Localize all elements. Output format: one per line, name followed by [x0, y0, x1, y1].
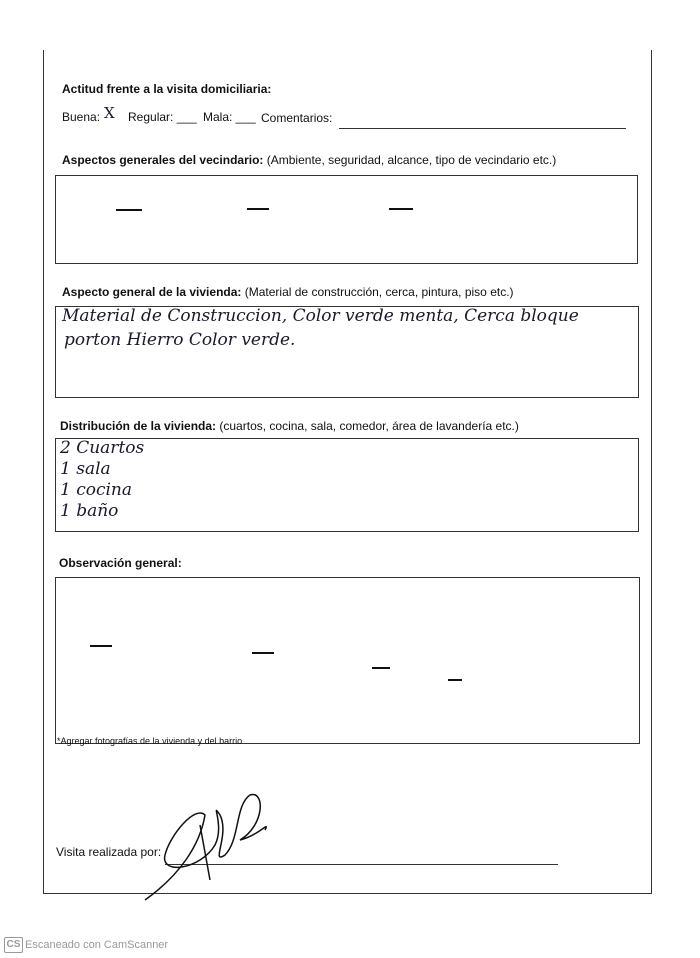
handwritten-line: 1 cocina: [60, 480, 133, 500]
handwritten-line: 1 baño: [60, 501, 119, 521]
attitude-mala-label: Mala: ___: [203, 110, 256, 124]
observation-heading: Observación general:: [59, 556, 182, 570]
distribution-hint: (cuartos, cocina, sala, comedor, área de lavandería etc.): [219, 419, 519, 433]
housing-hint: (Material de construcción, cerca, pintura, piso etc.): [244, 285, 514, 299]
dash-mark: [247, 208, 269, 210]
handwritten-line: 2 Cuartos: [60, 438, 145, 458]
observation-box[interactable]: [55, 577, 640, 744]
handwritten-line: Material de Construccion, Color verde menta, Cerca bloque: [62, 306, 579, 326]
dash-mark: [116, 209, 142, 211]
dash-mark: [448, 679, 462, 681]
neighborhood-hint: (Ambiente, seguridad, alcance, tipo de vecindario etc.): [266, 153, 557, 167]
handwritten-line: 1 sala: [60, 459, 111, 479]
signature-mark: [140, 785, 280, 905]
scanner-footer-text: Escaneado con CamScanner: [25, 939, 169, 951]
neighborhood-box[interactable]: [55, 175, 638, 264]
dash-mark: [372, 667, 390, 669]
photo-note: *Agregar fotografías de la vivienda y del barrio: [57, 736, 243, 746]
handwritten-line: porton Hierro Color verde.: [64, 330, 296, 350]
attitude-regular-label: Regular: ___: [128, 110, 197, 124]
dash-mark: [252, 652, 274, 654]
attitude-buena-label: Buena:: [62, 110, 101, 124]
distribution-heading: Distribución de la vivienda:: [60, 419, 217, 433]
neighborhood-heading: Aspectos generales del vecindario:: [62, 153, 264, 167]
comentarios-line[interactable]: [339, 128, 626, 129]
dash-mark: [90, 645, 112, 647]
attitude-heading: Actitud frente a la visita domiciliaria:: [62, 82, 272, 96]
housing-heading: Aspecto general de la vivienda:: [62, 285, 242, 299]
comentarios-label: Comentarios:: [261, 111, 333, 125]
buena-check-mark: X: [104, 104, 115, 122]
dash-mark: [389, 208, 413, 210]
signature-label: Visita realizada por:: [56, 845, 162, 859]
camscanner-logo: CS: [4, 937, 23, 953]
